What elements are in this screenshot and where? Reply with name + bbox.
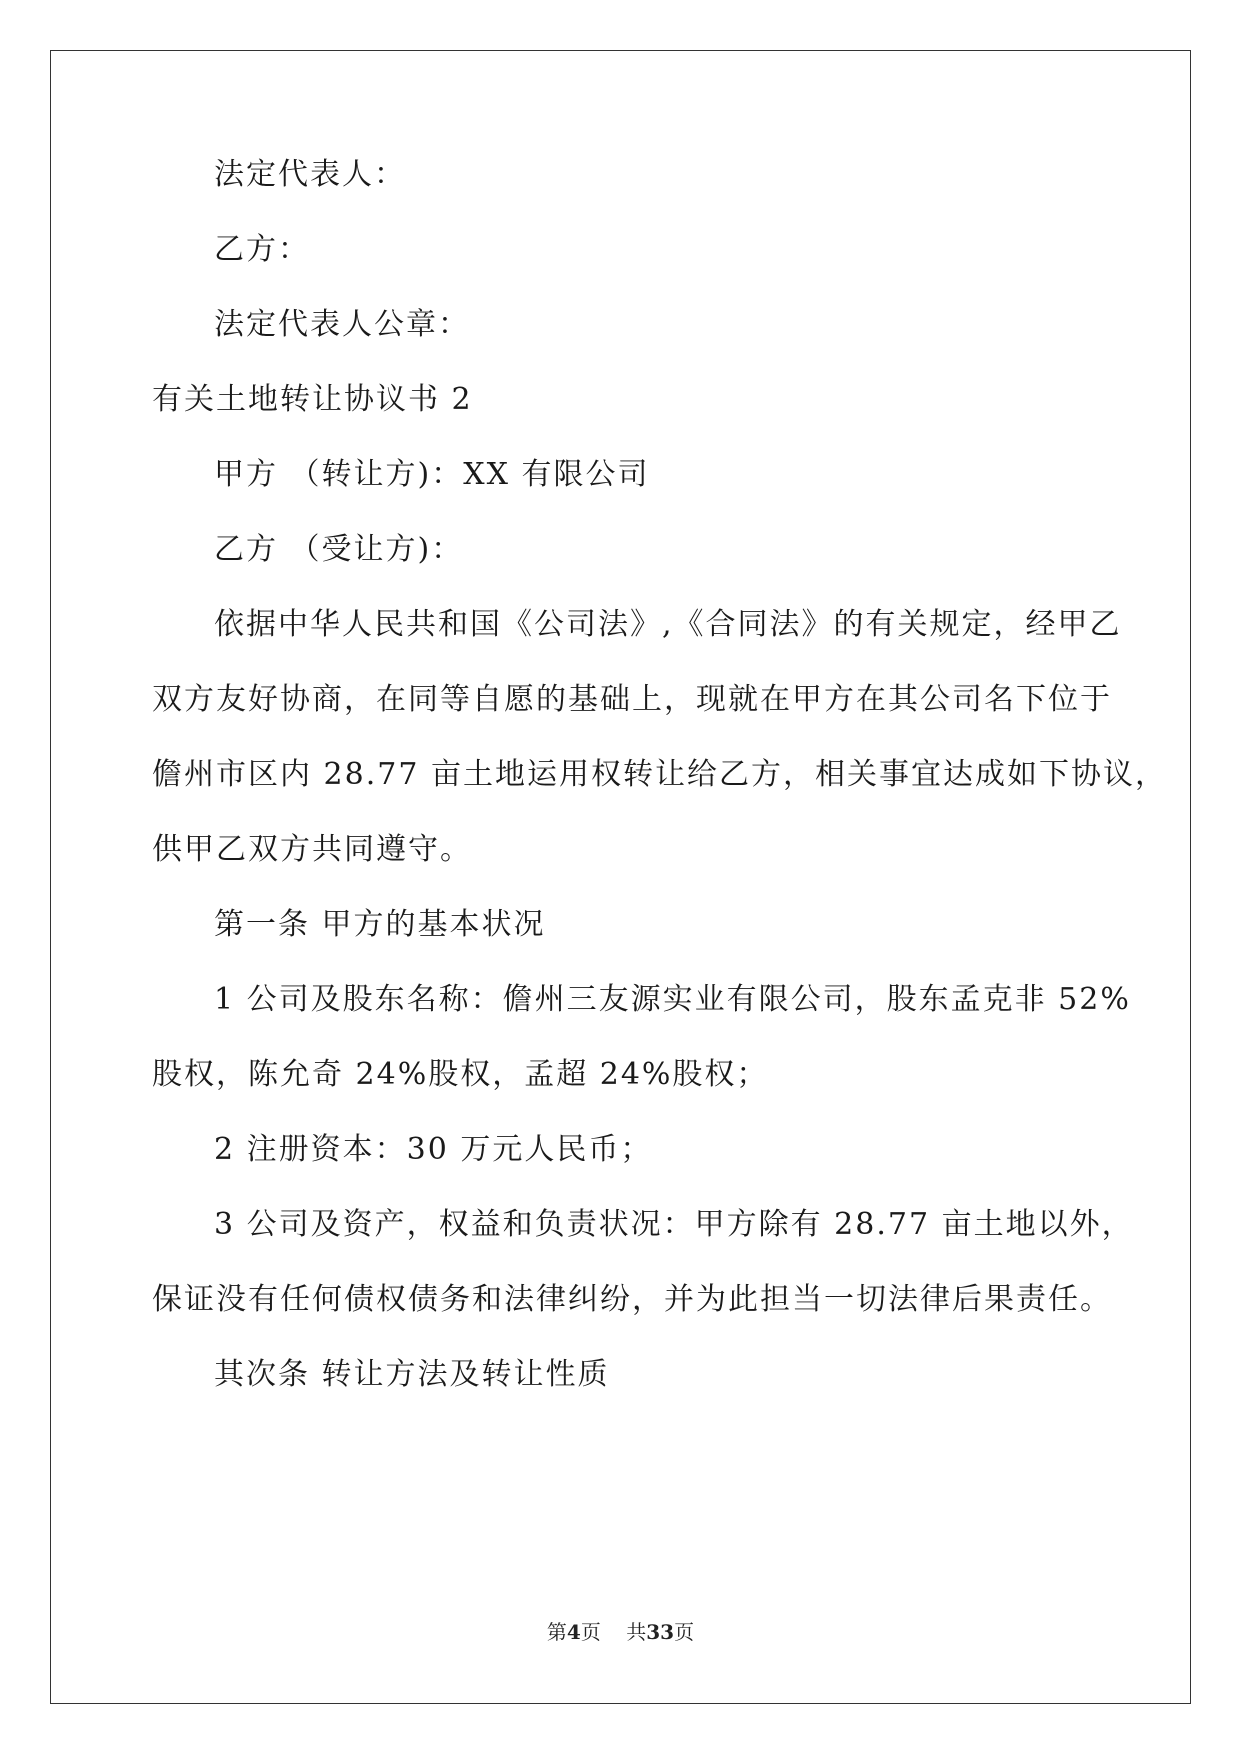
article-two-heading: 其次条 转让方法及转让性质 — [214, 1357, 610, 1392]
article-one-heading: 第一条 甲方的基本状况 — [214, 907, 546, 942]
paragraph-line: 保证没有任何债权债务和法律纠纷，并为此担当一切法律后果责任。 — [152, 1282, 1112, 1317]
paragraph-line: 双方友好协商，在同等自愿的基础上，现就在甲方在其公司名下位于 — [152, 682, 1112, 717]
legal-rep-seal-line: 法定代表人公章： — [214, 307, 470, 342]
paragraph-line: 依据中华人民共和国《公司法》,《合同法》的有关规定，经甲乙 — [214, 607, 1122, 642]
paragraph-line: 供甲乙双方共同遵守。 — [152, 832, 472, 867]
legal-rep-line: 法定代表人： — [214, 157, 406, 192]
party-a-transferor-line: 甲方 （转让方)：XX 有限公司 — [214, 457, 650, 492]
footer-suffix: 页 — [674, 1620, 695, 1644]
footer-prefix: 第 — [546, 1620, 567, 1644]
paragraph-line: 股权，陈允奇 24%股权，孟超 24%股权； — [152, 1057, 769, 1092]
paragraph-line: 2 注册资本：30 万元人民币； — [214, 1132, 653, 1167]
page-footer — [0, 1620, 1241, 1644]
party-b-transferee-line: 乙方 （受让方)： — [214, 532, 464, 567]
total-pages-number: 33 — [646, 1620, 675, 1644]
agreement-title: 有关土地转让协议书 2 — [152, 382, 473, 417]
party-b-line: 乙方： — [214, 232, 310, 267]
paragraph-line: 1 公司及股东名称：儋州三友源实业有限公司，股东孟克非 52% — [214, 982, 1131, 1017]
paragraph-line: 儋州市区内 28.77 亩土地运用权转让给乙方，相关事宜达成如下协议， — [152, 757, 1167, 792]
current-page-number: 4 — [566, 1620, 581, 1644]
paragraph-line: 3 公司及资产，权益和负责状况：甲方除有 28.77 亩土地以外， — [214, 1207, 1134, 1242]
footer-mid: 页 共 — [580, 1620, 647, 1644]
